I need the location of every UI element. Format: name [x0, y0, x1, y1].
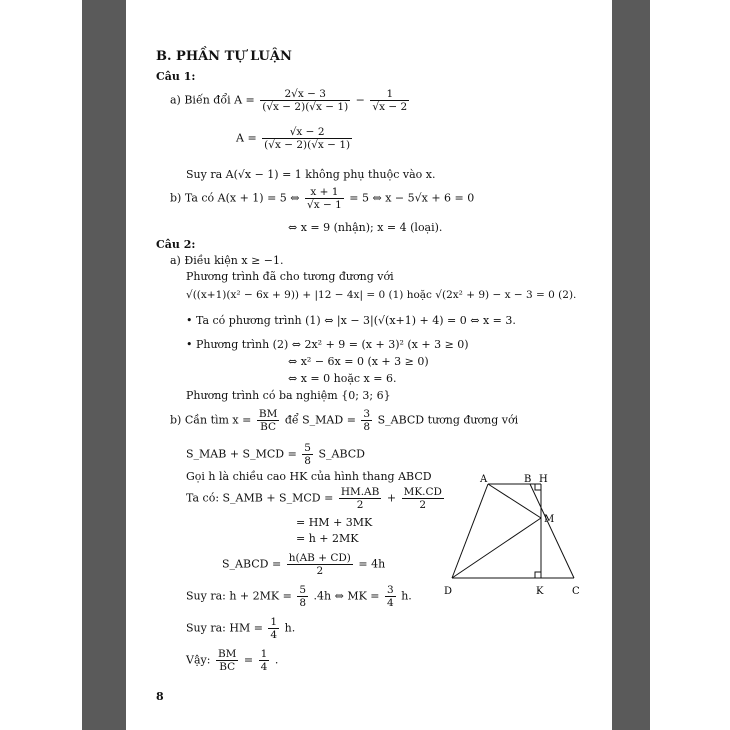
q2b-line-5: = HM + 3MK — [296, 516, 373, 529]
edge-bc — [530, 484, 574, 578]
trapezoid-figure — [436, 472, 596, 602]
page-number: 8 — [156, 690, 164, 703]
right-angle-k — [535, 572, 541, 578]
q2b-line-9: Suy ra: HM = $\frac{1}{4}$ h. — [186, 616, 296, 641]
label-c: C — [572, 586, 580, 597]
q1a-conclusion: Suy ra A(√x − 1) = 1 không phụ thuộc vào x. — [186, 168, 436, 181]
label-m: M — [544, 514, 555, 525]
segment-dm — [452, 518, 541, 578]
label-b: B — [524, 474, 532, 485]
label-k: K — [536, 586, 544, 597]
q2a-line-7: ⇔ x = 0 hoặc x = 6. — [288, 372, 397, 385]
q2b-line-8: Suy ra: h + 2MK = $\frac{5}{8}$ .4h ⇔ MK = $\frac{3}{4}$ h. — [186, 584, 412, 609]
q1a-line-2: A = $\frac{√x - 2}{(√x - 2)(√x - 1)}$ — [236, 126, 351, 151]
q2b-line-7: S_ABCD = $\frac{h(AB + CD)}{2}$ = 4h — [222, 552, 386, 577]
q2b-line-10: Vậy: $\frac{BM}{BC}$ = $\frac{1}{4}$ . — [186, 648, 279, 673]
label-h: H — [539, 474, 548, 485]
q1a-prefix: a) Biến đổi A = — [170, 93, 255, 107]
q2a-line-5: • Phương trình (2) ⇔ 2x² + 9 = (x + 3)² (x + 3 ≥ 0) — [186, 338, 469, 351]
q2a-line-6: ⇔ x² − 6x = 0 (x + 3 ≥ 0) — [288, 355, 429, 368]
q1a-fraction-1: $\frac{2√x - 3}{(√x - 2)(√x - 1)}$ — [262, 88, 349, 113]
question-2-title: Câu 2: — [156, 238, 196, 251]
q2a-line-3: √((x+1)(x² − 6x + 9)) + |12 − 4x| = 0 (1) hoặc √(2x² + 9) − x − 3 = 0 (2). — [186, 289, 577, 301]
edge-ad — [452, 484, 488, 578]
q1a-fraction-2: $\frac{1}{√x - 2}$ — [372, 88, 408, 113]
right-margin-band — [612, 0, 650, 730]
q1b-line: b) Ta có A(x + 1) = 5 ⇔ $\frac{x + 1}{√x - 1}$ = 5 ⇔ x − 5√x + 6 = 0 — [170, 186, 475, 211]
q2b-line-1: b) Cần tìm x = $\frac{BM}{BC}$ để S_MAD = $\frac{3}{8}$ S_ABCD tương đương với — [170, 408, 519, 433]
question-1-title: Câu 1: — [156, 70, 196, 83]
q1b-fraction: $\frac{x + 1}{√x - 1}$ — [307, 186, 342, 211]
q1b-result: ⇔ x = 9 (nhận); x = 4 (loại). — [288, 221, 443, 234]
segment-am — [488, 484, 541, 518]
q1a2-fraction: $\frac{√x - 2}{(√x - 2)(√x - 1)}$ — [264, 126, 351, 151]
q2a-line-8: Phương trình có ba nghiệm {0; 3; 6} — [186, 389, 391, 402]
q1a-line: a) Biến đổi A = $\frac{2√x - 3}{(√x - 2)(√x - 1)}$ − $\frac{1}{√x - 2}$ — [170, 88, 408, 113]
q2b-line-2: S_MAB + S_MCD = $\frac{5}{8}$ S_ABCD — [186, 442, 365, 467]
q2b-line-6: = h + 2MK — [296, 532, 359, 545]
section-title: B. PHẦN TỰ LUẬN — [156, 49, 292, 64]
label-a: A — [480, 474, 488, 485]
label-d: D — [444, 586, 453, 597]
left-margin-band — [82, 0, 126, 730]
q2b-line-3: Gọi h là chiều cao HK của hình thang ABCD — [186, 470, 432, 483]
document-page — [126, 0, 612, 730]
q2a-line-4: • Ta có phương trình (1) ⇔ |x − 3|(√(x+1) + 4) = 0 ⇔ x = 3. — [186, 314, 516, 327]
q2a-line-2: Phương trình đã cho tương đương với — [186, 270, 394, 283]
q2b-line-4: Ta có: S_AMB + S_MCD = $\frac{HM.AB}{2}$ + $\frac{MK.CD}{2}$ — [186, 486, 442, 511]
q2a-line-1: a) Điều kiện x ≥ −1. — [170, 254, 284, 267]
